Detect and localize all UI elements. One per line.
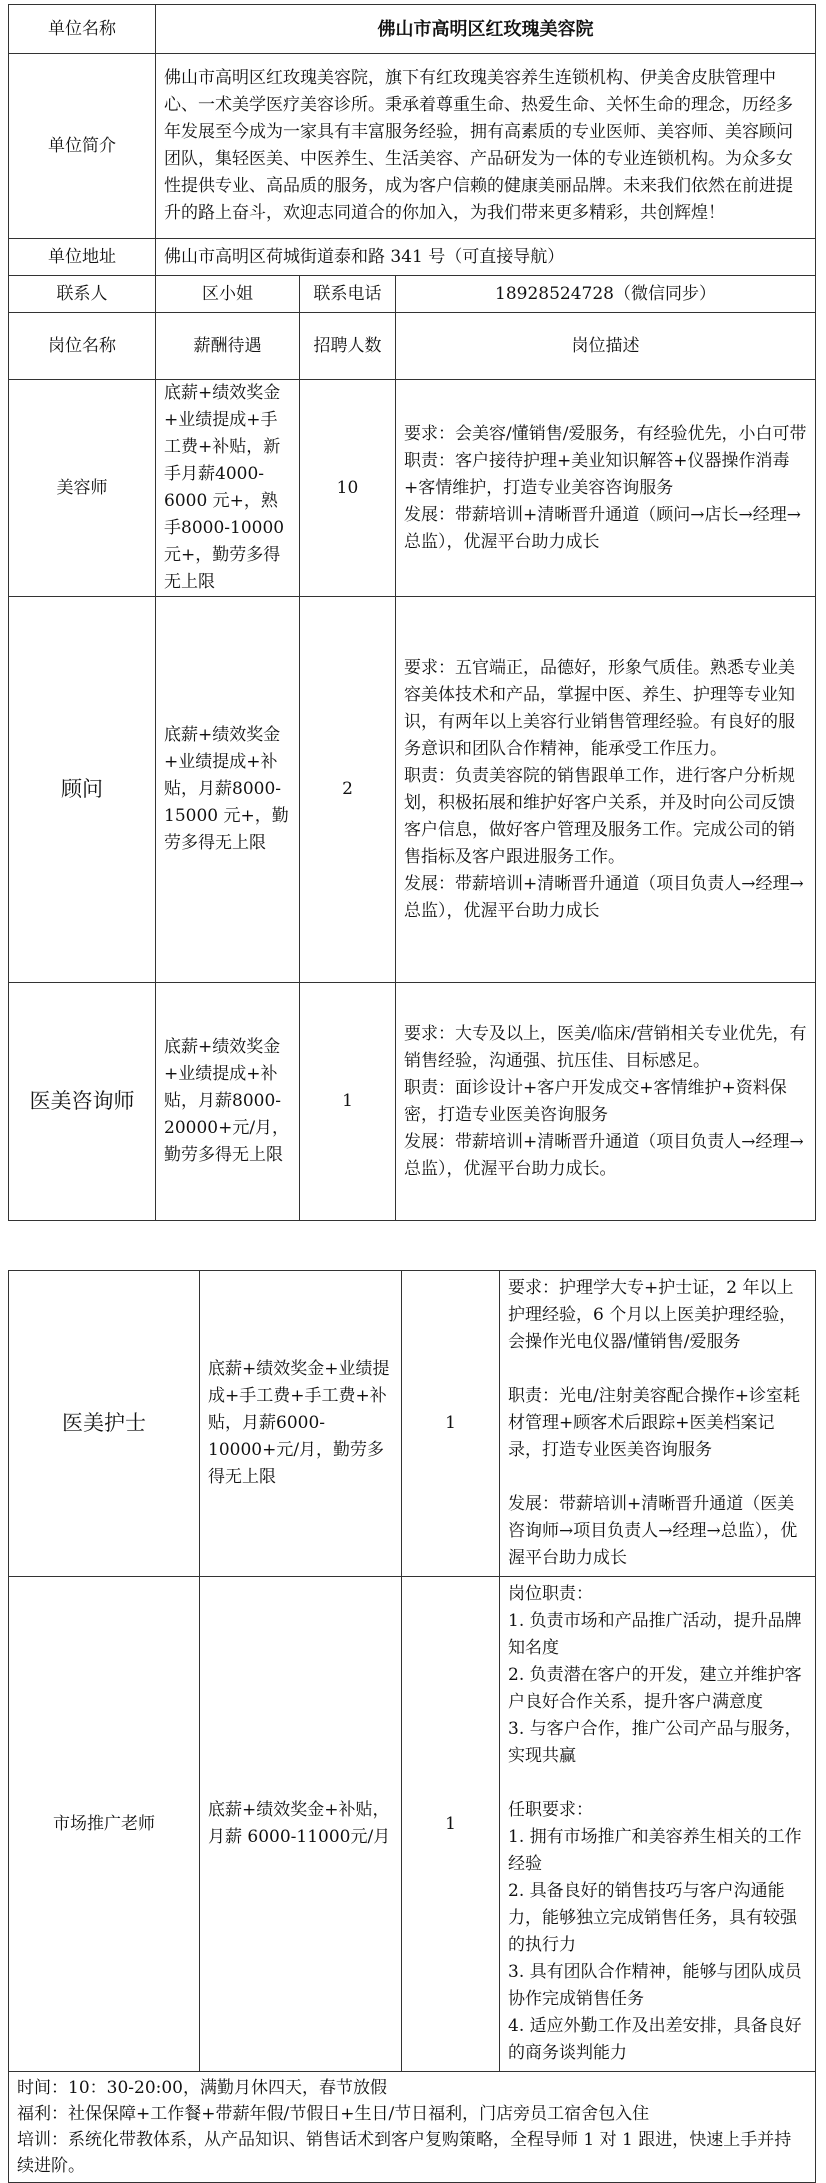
- unit-address-label: 单位地址: [9, 239, 156, 276]
- duty-item: 2. 负责潜在客户的开发，建立并维护客户良好合作关系，提升客户满意度: [508, 1665, 802, 1712]
- job-salary: 底薪+绩效奖金+补贴，月薪 6000-11000元/月: [200, 1577, 402, 2072]
- job-requirement: 要求：五官端正，品德好，形象气质佳。熟悉专业美容美体技术和产品，掌握中医、养生、护理等专业知识，有两年以上美容行业销售管理经验。有良好的服务意识和团队合作精神，能承受工作压力。: [404, 657, 795, 759]
- job-description: [396, 983, 816, 1221]
- requirement-item: 1. 拥有市场推广和美容养生相关的工作经验: [508, 1827, 802, 1874]
- header-description: 岗位描述: [396, 313, 816, 380]
- contact-label: 联系人: [9, 276, 156, 313]
- duty-item: 1. 负责市场和产品推广活动，提升品牌知名度: [508, 1611, 802, 1658]
- requirement-item: 4. 适应外勤工作及出差安排，具备良好的商务谈判能力: [508, 2016, 802, 2063]
- job-requirement: 要求：护理学大专+护士证，2 年以上护理经验，6 个月以上医美护理经验，会操作光电仪器/懂销售/爱服务: [508, 1278, 797, 1352]
- duty-item: 3. 与客户合作，推广公司产品与服务，实现共赢: [508, 1719, 802, 1766]
- requirement-item: 2. 具备良好的销售技巧与客户沟通能力，能够独立完成销售任务，具有较强的执行力: [508, 1881, 797, 1955]
- unit-name-label: 单位名称: [9, 5, 156, 54]
- job-requirement: 要求：大专及以上，医美/临床/营销相关专业优先，有销售经验，沟通强、抗压佳、目标感足。: [404, 1023, 807, 1071]
- job-name: 顾问: [9, 597, 156, 983]
- job-duty: 职责：客户接待护理+美业知识解答+仪器操作消毒+客情维护，打造专业美容咨询服务: [404, 450, 790, 498]
- phone-value: 18928524728（微信同步）: [396, 276, 816, 313]
- job-count: 2: [300, 597, 396, 983]
- job-description: [396, 597, 816, 983]
- job-requirement: 要求：会美容/懂销售/爱服务，有经验优先，小白可带: [404, 423, 807, 444]
- header-count: 招聘人数: [300, 313, 396, 380]
- job-name: 美容师: [9, 380, 156, 597]
- requirement-item: 3. 具有团队合作精神，能够与团队成员协作完成销售任务: [508, 1962, 802, 2009]
- job-salary: 底薪+绩效奖金+业绩提成+手工费+手工费+补贴，月薪6000-10000+元/月，勤劳多得无上限: [200, 1271, 402, 1577]
- unit-name-value: 佛山市高明区红玫瑰美容院: [156, 5, 816, 54]
- job-count: 10: [300, 380, 396, 597]
- job-count: 1: [402, 1577, 500, 2072]
- job-description: [500, 1271, 816, 1577]
- footer-row: [9, 2072, 816, 2183]
- job-name: 医美护士: [9, 1271, 200, 1577]
- paragraph-spacer: [508, 1770, 807, 1797]
- job-salary: 底薪+绩效奖金+业绩提成+手工费+补贴，新手月薪4000-6000 元+，熟手8000-10000 元+，勤劳多得无上限: [156, 380, 300, 597]
- job-row: [9, 1271, 816, 1577]
- job-description: [500, 1577, 816, 2072]
- paragraph-spacer: [508, 1464, 807, 1491]
- header-row: [9, 313, 816, 380]
- job-growth: 发展：带薪培训+清晰晋升通道（医美咨询师→项目负责人→经理→总监），优渥平台助力成长: [508, 1494, 798, 1568]
- job-row: [9, 1577, 816, 2072]
- phone-label: 联系电话: [300, 276, 396, 313]
- unit-name-row: [9, 5, 816, 54]
- job-name: 市场推广老师: [9, 1577, 200, 2072]
- duties-heading: 岗位职责：: [508, 1584, 593, 1604]
- job-salary: 底薪+绩效奖金+业绩提成+补贴，月薪8000-20000+元/月，勤劳多得无上限: [156, 983, 300, 1221]
- unit-address-value: 佛山市高明区荷城街道泰和路 341 号（可直接导航）: [156, 239, 816, 276]
- footer-training: 培训：系统化带教体系，从产品知识、销售话术到客户复购策略，全程导师 1 对 1 跟进，快速上手并持续进阶。: [17, 2130, 792, 2176]
- header-position: 岗位名称: [9, 313, 156, 380]
- contact-row: [9, 276, 816, 313]
- job-duty: 职责：光电/注射美容配合操作+诊室耗材管理+顾客术后跟踪+医美档案记录，打造专业医美咨询服务: [508, 1386, 800, 1460]
- job-duty: 职责：面诊设计+客户开发成交+客情维护+资料保密，打造专业医美咨询服务: [404, 1077, 787, 1125]
- job-count: 1: [402, 1271, 500, 1577]
- footer-welfare: 福利：社保保障+工作餐+带薪年假/节假日+生日/节日福利，门店旁员工宿舍包入住: [17, 2104, 650, 2124]
- requirements-heading: 任职要求：: [508, 1800, 593, 1820]
- contact-value: 区小姐: [156, 276, 300, 313]
- job-growth: 发展：带薪培训+清晰晋升通道（顾问→店长→经理→总监），优渥平台助力成长: [404, 504, 801, 552]
- job-growth: 发展：带薪培训+清晰晋升通道（项目负责人→经理→总监），优渥平台助力成长。: [404, 1131, 804, 1179]
- job-row: [9, 597, 816, 983]
- unit-intro-row: [9, 54, 816, 239]
- footer-time: 时间：10：30-20:00，满勤月休四天，春节放假: [17, 2078, 387, 2098]
- unit-intro-value: 佛山市高明区红玫瑰美容院，旗下有红玫瑰美容养生连锁机构、伊美舍皮肤管理中心、一术美学医疗美容诊所。秉承着尊重生命、热爱生命、关怀生命的理念，历经多年发展至今成为一家具有丰富服务经验，拥有高素质的专业医师、美容师、美容顾问团队，集轻医美、中医养生、生活美容、产品研发为一体的专业连锁机构。为众多女性提供专业、高品质的服务，成为客户信赖的健康美丽品牌。未来我们依然在前进提升的路上奋斗，欢迎志同道合的你加入，为我们带来更多精彩，共创辉煌！: [156, 54, 816, 239]
- recruitment-table-top: [8, 4, 816, 1221]
- job-salary: 底薪+绩效奖金+业绩提成+补贴，月薪8000-15000 元+，勤劳多得无上限: [156, 597, 300, 983]
- job-description: [396, 380, 816, 597]
- job-count: 1: [300, 983, 396, 1221]
- job-growth: 发展：带薪培训+清晰晋升通道（项目负责人→经理→总监），优渥平台助力成长: [404, 873, 804, 921]
- header-salary: 薪酬待遇: [156, 313, 300, 380]
- job-duty: 职责：负责美容院的销售跟单工作，进行客户分析规划，积极拓展和维护好客户关系，并及时向公司反馈客户信息，做好客户管理及服务工作。完成公司的销售指标及客户跟进服务工作。: [404, 765, 795, 867]
- recruitment-table-bottom: [8, 1270, 816, 2183]
- paragraph-spacer: [508, 1356, 807, 1383]
- footer-info: [9, 2072, 816, 2183]
- unit-address-row: [9, 239, 816, 276]
- job-name: 医美咨询师: [9, 983, 156, 1221]
- job-row: [9, 983, 816, 1221]
- unit-intro-label: 单位简介: [9, 54, 156, 239]
- job-row: [9, 380, 816, 597]
